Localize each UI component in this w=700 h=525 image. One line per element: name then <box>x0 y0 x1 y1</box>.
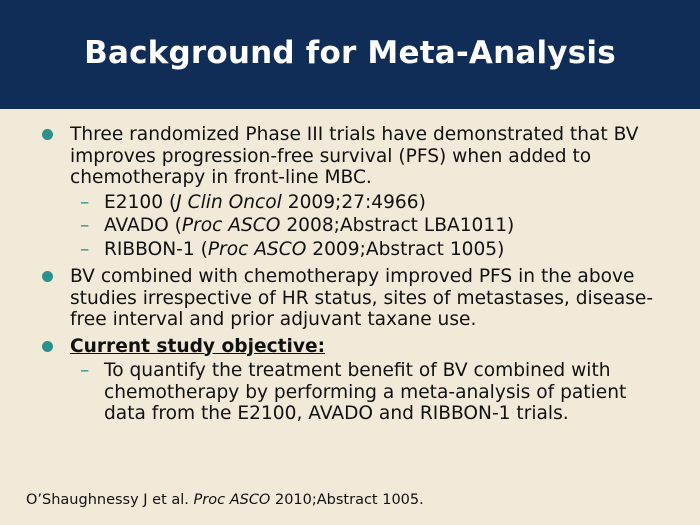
dash-icon: – <box>80 238 90 260</box>
bullet-1 <box>0 124 700 189</box>
citation-text: RIBBON-1 ( <box>104 238 208 260</box>
objective-heading: Current study objective: <box>70 335 326 357</box>
bullet-2 <box>0 266 700 331</box>
journal-name: Proc ASCO <box>181 215 281 236</box>
dash-icon: – <box>80 191 90 213</box>
sub-bullet-avado <box>0 215 700 237</box>
footer-journal: Proc ASCO <box>193 492 271 508</box>
bullet-1-text: Three randomized Phase III trials have demonstrated that BV improves progression-free survival (PFS) when added to chemotherapy in front-line MBC. <box>70 124 639 188</box>
journal-name: J Clin Oncol <box>176 191 282 213</box>
dash-icon: – <box>80 215 90 236</box>
citation-text: E2100 ( <box>104 191 177 213</box>
objective-text: To quantify the treatment benefit of BV combined with chemotherapy by performing a meta-analysis of patient data from the E2100, AVADO and RIBBON-1 trials. <box>104 360 627 424</box>
footer-text: 2010;Abstract 1005. <box>270 492 424 508</box>
sub-bullet-objective <box>0 360 700 425</box>
footer-text: O’Shaughnessy J et al. <box>26 492 194 508</box>
citation-text: 2008;Abstract LBA1011) <box>280 215 515 236</box>
sub-bullet-e2100 <box>0 192 700 214</box>
bullet-dot-icon <box>42 271 53 282</box>
slide-content <box>0 124 700 425</box>
slide-title: Background for Meta-Analysis <box>84 34 616 71</box>
bullet-dot-icon <box>42 341 53 352</box>
dash-icon: – <box>80 360 90 381</box>
citation-text: AVADO ( <box>104 215 182 236</box>
footer-citation <box>26 492 424 508</box>
citation-text: 2009;27:4966) <box>281 191 426 213</box>
citation-text: 2009;Abstract 1005) <box>306 238 505 260</box>
bullet-2-text: BV combined with chemotherapy improved PFS in the above studies irrespective of HR status, sites of metastases, disease-free interval and prior adjuvant taxane use. <box>70 266 654 330</box>
bullet-3 <box>0 336 700 358</box>
journal-name: Proc ASCO <box>207 238 307 260</box>
bullet-dot-icon <box>42 129 53 140</box>
title-bar <box>0 0 700 109</box>
sub-bullet-ribbon1 <box>0 239 700 261</box>
